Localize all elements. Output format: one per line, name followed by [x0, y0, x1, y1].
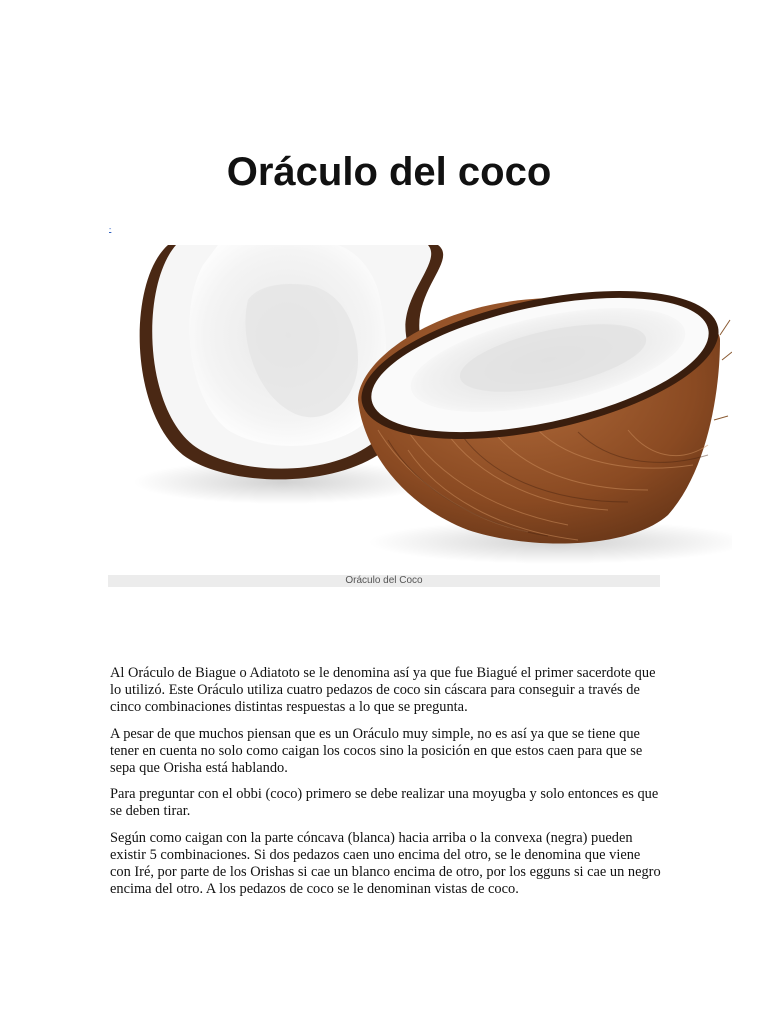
paragraph: A pesar de que muchos piensan que es un Oráculo muy simple, no es así ya que se tiene que tener en cuenta no solo como caigan los cocos sino la posición en que estos caen para que se sepa que Orisha está hablando. [110, 725, 643, 777]
paragraph: Según como caigan con la parte cóncava (blanca) hacia arriba o la convexa (negra) pueden existir 5 combinaciones. Si dos pedazos caen uno encima del otro, se le denomina que viene con Iré, por parte de los Orishas si cae un blanco encima de otro, por los egguns si cae un negro encima del otro. A los pedazos de coco se le denominan vistas de coco. [110, 829, 661, 898]
figure-caption: Oráculo del Coco [108, 575, 660, 587]
page-title: Oráculo del coco [226, 150, 552, 194]
paragraph: Para preguntar con el obbi (coco) primero se debe realizar una moyugba y solo entonces es que se deben tirar. [110, 786, 659, 820]
image-link[interactable]: - [109, 226, 112, 233]
article-body [110, 665, 662, 907]
paragraph: Al Oráculo de Biague o Adiatoto se le denomina así ya que fue Biagué el primer sacerdote que lo utilizó. Este Oráculo utiliza cuatro pedazos de coco sin cáscara para conseguir a través de cinco combinaciones distintas respuestas a lo que se pregunta. [110, 665, 656, 716]
coconut-halves-photo [108, 240, 732, 574]
